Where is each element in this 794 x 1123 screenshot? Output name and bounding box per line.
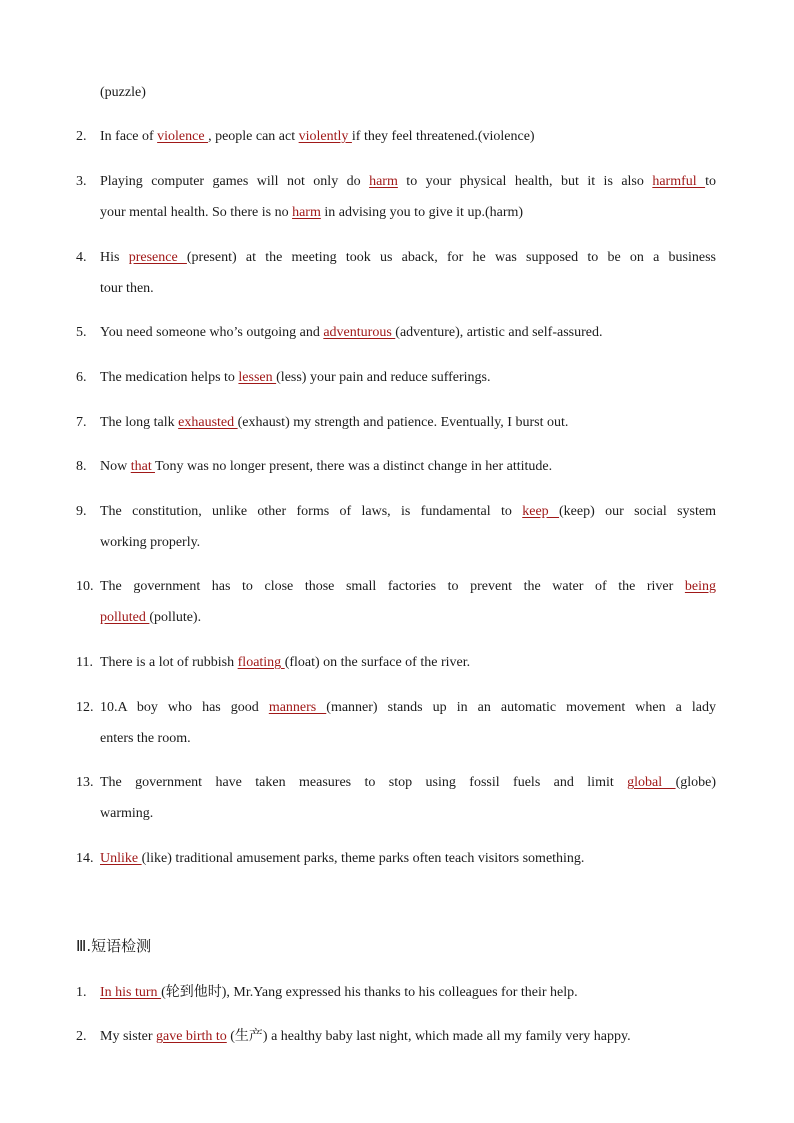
question-text: (生产) a healthy baby last night, which made all my family very happy. [226,1029,631,1044]
item-number: 6. [76,370,87,385]
question-text: There is a lot of rubbish [100,655,238,670]
question-line [100,414,568,432]
question-line-continued [100,204,523,222]
question-text: You need someone who’s outgoing and [100,325,324,340]
answer-blank: adventurous [323,325,396,340]
answer-blank: manners [268,700,327,715]
question-text: (manner) stands up in an automatic movement when a lady [326,700,716,715]
question-text: My sister [100,1029,156,1044]
item-number: 3. [76,174,87,189]
item-number: 12. [76,700,94,715]
question-text: working properly. [100,535,201,550]
answer-blank: presence [128,250,187,265]
question-text: The government has to close those small factories to prevent the water of the river [100,579,685,594]
question-text: Now [100,459,131,474]
question-line [100,850,584,868]
question-line-continued [100,280,154,298]
question-line [100,699,716,717]
item-number: 7. [76,415,87,430]
question-line [100,173,716,191]
answer-blank: exhausted [178,415,238,430]
item-number: 1. [76,985,87,1000]
question-text: (globe) [675,775,716,790]
answer-blank: harmful [652,174,706,189]
item-number: 2. [76,1029,87,1044]
answer-blank: Unlike [100,851,142,866]
question-text: to your physical health, but it is also [397,174,653,189]
answer-blank: floating [237,655,285,670]
question-line-continued [100,534,200,552]
item-number: 9. [76,504,87,519]
question-text: The constitution, unlike other forms of laws, is fundamental to [100,504,523,519]
answer-blank: global [627,775,676,790]
question-text: tour then. [100,281,154,296]
answer-blank: that [130,459,155,474]
question-text: In face of [100,129,158,144]
answer-blank: violently [298,129,352,144]
item-number: 8. [76,459,87,474]
question-line-continued [100,730,191,748]
question-text: (keep) our social system [559,504,716,519]
item-number: 10. [76,579,94,594]
question-text: 10.A boy who has good [100,700,269,715]
phrase-question-line [100,984,578,1002]
question-text: (less) your pain and reduce sufferings. [276,370,491,385]
question-line [100,578,716,596]
question-text: warming. [100,806,154,821]
question-line [100,324,602,342]
question-text: enters the room. [100,731,191,746]
question-line [100,128,535,146]
item-number: 4. [76,250,87,265]
question-text: to [705,174,716,189]
phrase-question-line [100,1028,631,1046]
answer-blank: gave birth to [156,1029,227,1044]
answer-blank: harm [369,174,398,189]
question-text: His [100,250,129,265]
answer-blank: In his turn [100,985,162,1000]
answer-blank: harm [292,205,321,220]
question-text: , people can act [208,129,299,144]
question-text: The medication helps to [100,370,239,385]
answer-blank: being [684,579,716,594]
question-text: The long talk [100,415,179,430]
question-text: (present) at the meeting took us aback, for he was supposed to be on a business [186,250,717,265]
question-line [100,503,716,521]
answer-blank: keep [522,504,560,519]
answer-blank: violence [157,129,209,144]
question-line [100,458,552,476]
continued-line: (puzzle) [100,85,146,100]
question-text: if they feel threatened.(violence) [351,129,535,144]
item-number: 14. [76,851,94,866]
answer-blank: polluted [100,610,150,625]
item-number: 2. [76,129,87,144]
item-number: 11. [76,655,93,670]
question-text: Tony was no longer present, there was a distinct change in her attitude. [154,459,553,474]
question-text: (轮到他时), Mr.Yang expressed his thanks to his colleagues for their help. [161,985,578,1000]
question-text: (float) on the surface of the river. [284,655,471,670]
question-line-continued [100,609,201,627]
question-text: The government have taken measures to stop using fossil fuels and limit [100,775,628,790]
question-text: (pollute). [149,610,202,625]
question-text: (adventure), artistic and self-assured. [395,325,603,340]
answer-blank: lessen [238,370,277,385]
item-number: 13. [76,775,94,790]
question-line [100,654,470,672]
question-line [100,774,716,792]
item-number: 5. [76,325,87,340]
question-text: your mental health. So there is no [100,205,293,220]
question-text: in advising you to give it up.(harm) [320,205,524,220]
question-line [100,249,716,267]
question-line-continued [100,805,153,823]
section-heading-phrases: Ⅲ.短语检测 [76,937,152,955]
question-text: (like) traditional amusement parks, theme parks often teach visitors something. [141,851,585,866]
question-text: Playing computer games will not only do [100,174,370,189]
question-line [100,369,490,387]
question-text: (exhaust) my strength and patience. Eventually, I burst out. [237,415,569,430]
